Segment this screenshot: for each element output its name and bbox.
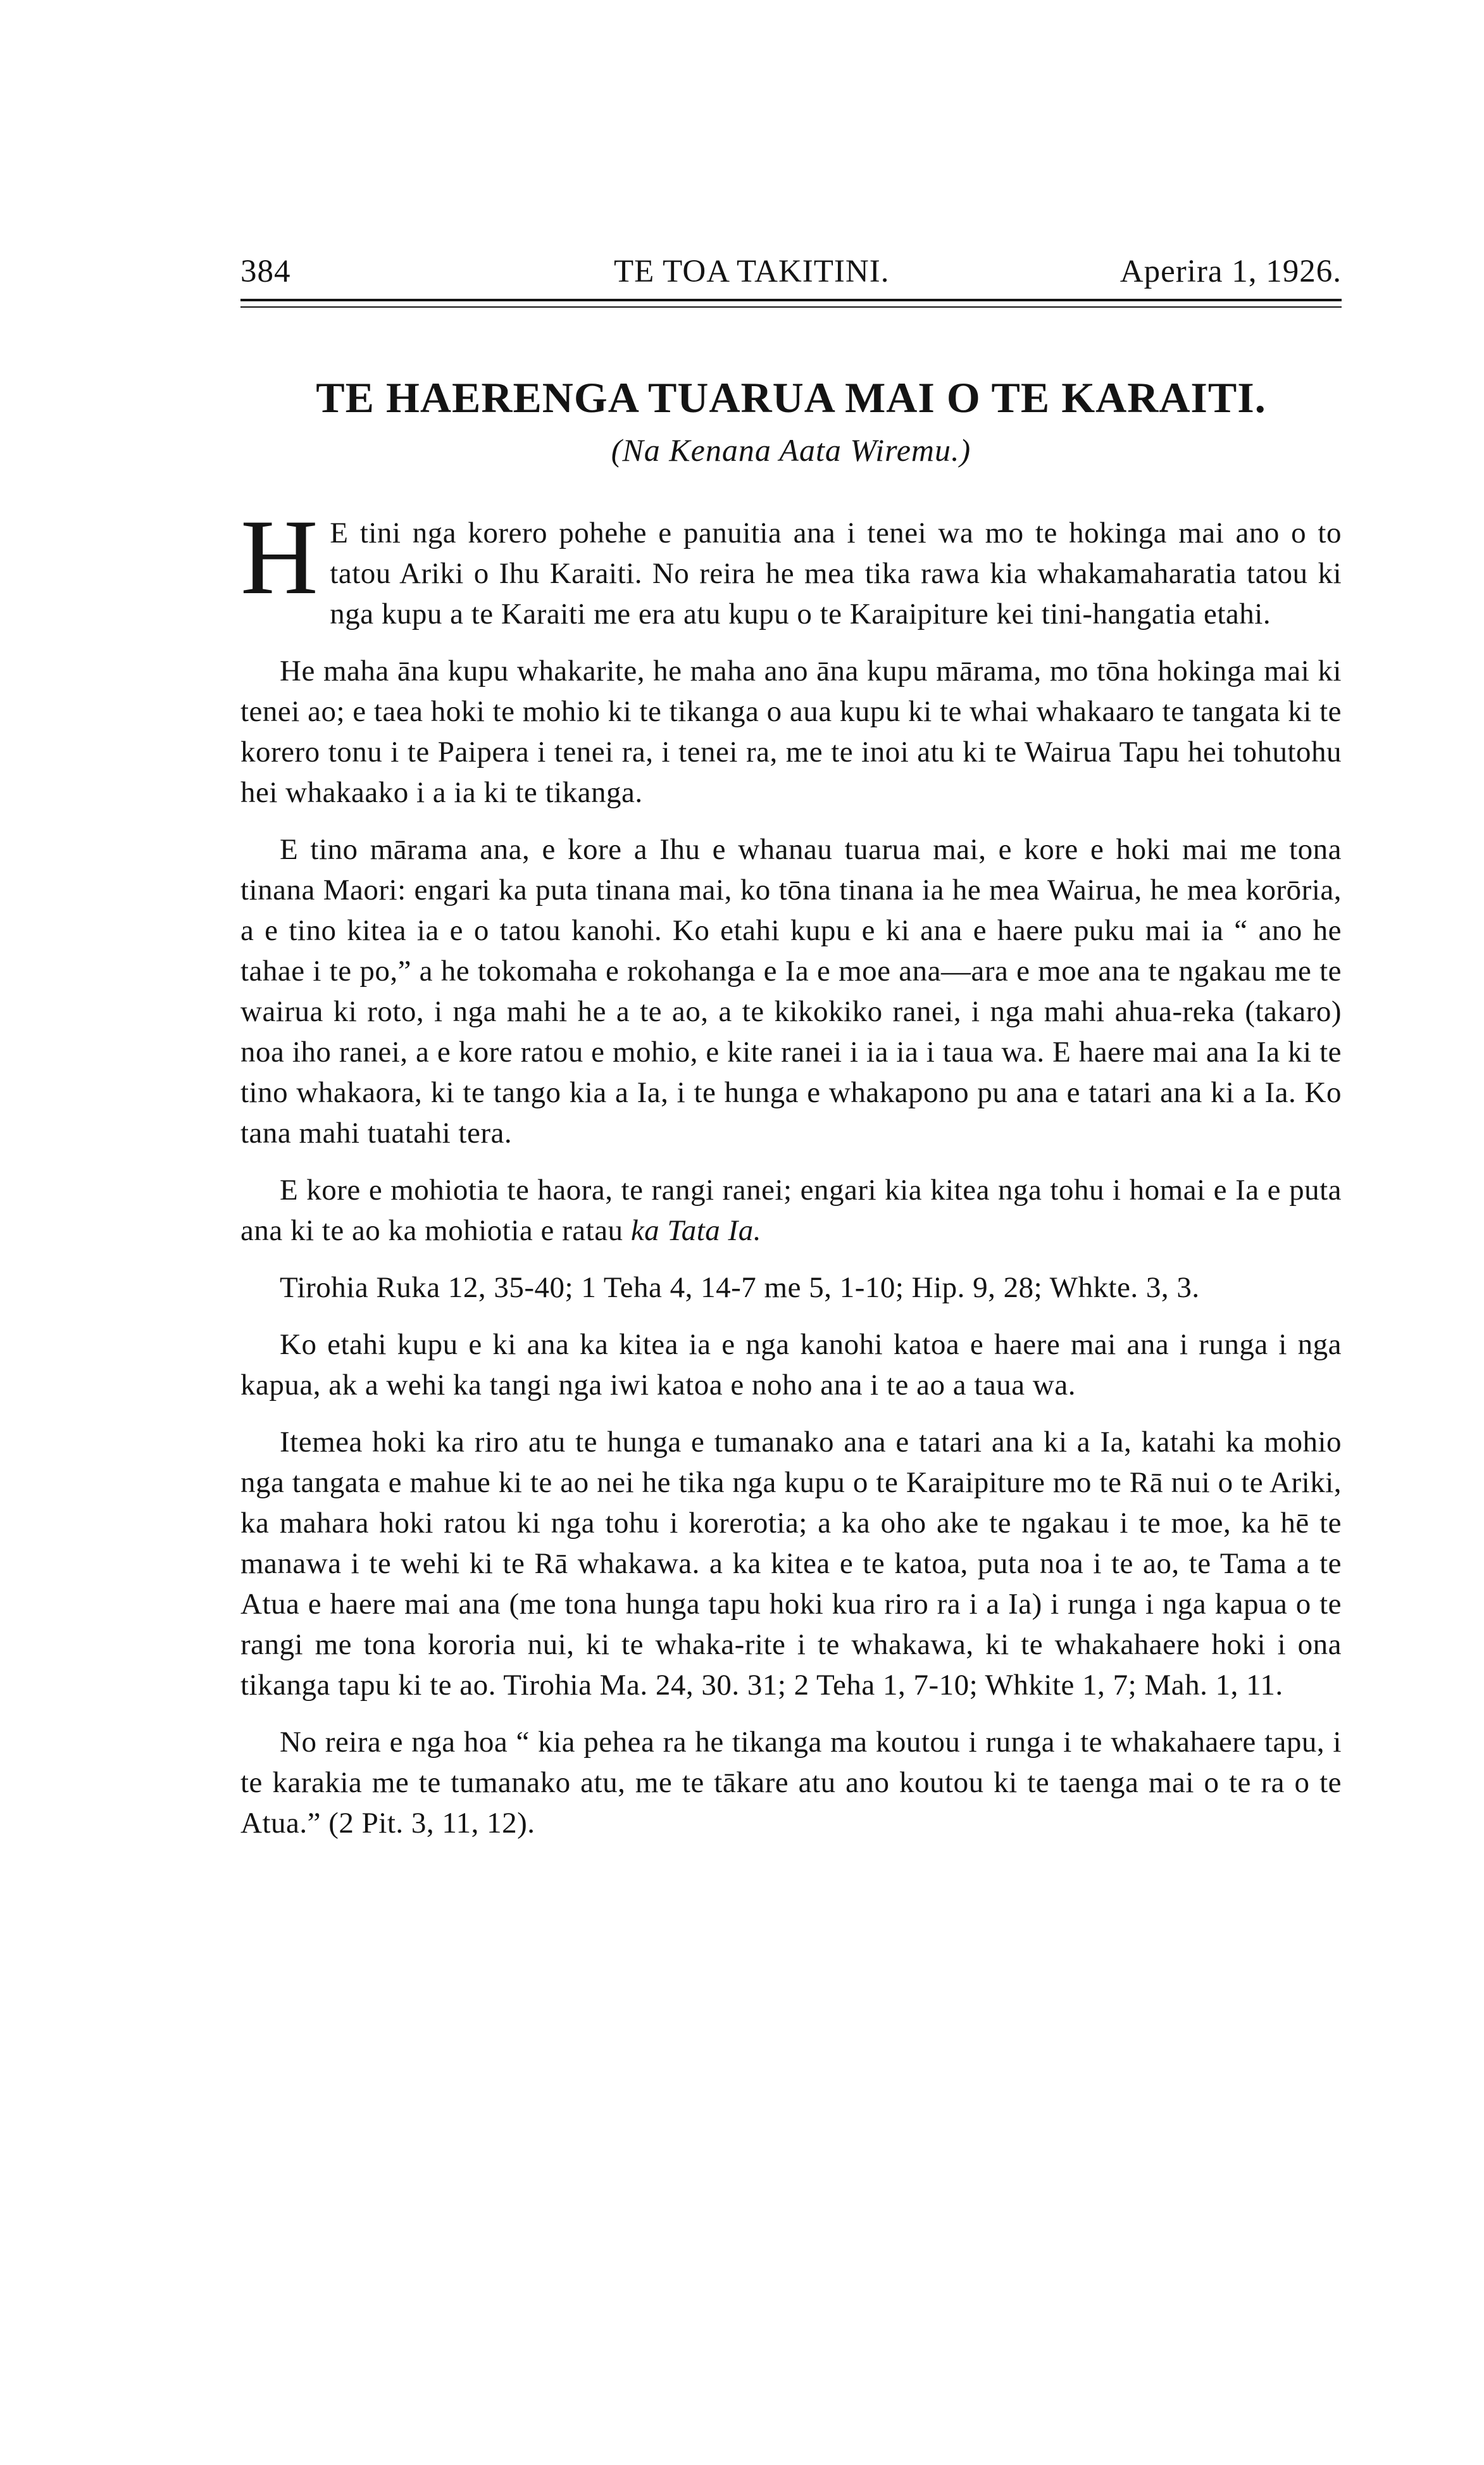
issue-date: Aperira 1, 1926. (1119, 254, 1342, 289)
header-rule (240, 299, 1342, 301)
paragraph-5: Tirohia Ruka 12, 35-40; 1 Teha 4, 14-7 me 5, 1-10; Hip. 9, 28; Whkte. 3, 3. (280, 1271, 1200, 1304)
page-number: 384 (240, 254, 291, 289)
paragraph-1 (240, 498, 1342, 634)
drop-cap: H (240, 498, 319, 617)
document-page (240, 247, 1342, 1860)
paragraph-7: Itemea hoki ka riro atu te hunga e tumanako ana e tatari ana ki a Ia, katahi ka mohio nga tangata e mahue ki te ao nei he tika nga kupu o te Karaipiture mo te Rā nui o te Ariki, ka mahara hoki ratou ki nga tohu i korerotia; a ka oho ake te ngakau i te moe, ka hē te manawa i te wehi ki te Rā whakawa. a ka kitea e te katoa, puta noa i te ao, te Tama a te Atua e haere mai ana (me tona hunga tapu hoki kua riro ra i a Ia) i runga i nga kapua o te rangi me tona kororia nui, ki te whaka-rite i te whakawa, ki te whakahaere hoki i ona tikanga tapu ki te ao. Tirohia Ma. 24, 30. 31; 2 Teha 1, 7-10; Whkite 1, 7; Mah. 1, 11. (240, 1426, 1342, 1702)
paragraph-4 (240, 1170, 1342, 1251)
running-header (240, 247, 1342, 296)
header-rule-thin (240, 306, 1342, 308)
article-title: TE HAERENGA TUARUA MAI O TE KARAITI. (316, 373, 1266, 422)
italic-phrase: ka Tata Ia. (630, 1214, 761, 1247)
paragraph-3: E tino mārama ana, e kore a Ihu e whanau tuarua mai, e kore e hoki mai me tona tinana Maori: engari ka puta tinana mai, ko tōna tinana ia he mea Wairua, he mea korōria, a e tino kitea ia e o tatou kanohi. Ko etahi kupu e ki ana e haere puku mai ia “ ano he tahae i te po,” a he tokomaha e rokohanga e Ia e moe ana—ara e moe ana te ngakau me te wairua ki roto, i nga mahi he a te ao, a te kikokiko ranei, i nga mahi ahua-reka (takaro) noa iho ranei, a e kore ratou e mohio, e kite ranei i ia ia i taua wa. E haere mai ana Ia ki te tino whakaora, ki te tango kia a Ia, i te hunga e whakapono pu ana e tatari ana ki a Ia. Ko tana mahi tuatahi tera. (240, 833, 1342, 1150)
paragraph-4-text: E kore e mohiotia te haora, te rangi ranei; engari kia kitea nga tohu i homai e Ia e puta ana ki te ao ka mohiotia e ratau (240, 1174, 1342, 1247)
paragraph-1-text: E tini nga korero pohehe e panuitia ana i tenei wa mo te hokinga mai ano o to tatou Ariki o Ihu Karaiti. No reira he mea tika rawa kia whakamaharatia tatou ki nga kupu a te Karaiti me era atu kupu o te Karaipiture kei tini-hangatia etahi. (330, 517, 1342, 630)
article-byline: (Na Kenana Aata Wiremu.) (611, 432, 971, 468)
paragraph-8: No reira e nga hoa “ kia pehea ra he tikanga ma koutou i runga i te whakahaere tapu, i te karakia me te tumanako atu, me te tākare atu ano koutou ki te taenga mai o te ra o te Atua.” (2 Pit. 3, 11, 12). (240, 1726, 1342, 1840)
paragraph-6: Ko etahi kupu e ki ana ka kitea ia e nga kanohi katoa e haere mai ana i runga i nga kapua, ak a wehi ka tangi nga iwi katoa e noho ana i te ao a taua wa. (240, 1328, 1342, 1402)
article-body (240, 498, 1342, 1843)
paragraph-2: He maha āna kupu whakarite, he maha ano āna kupu mārama, mo tōna hokinga mai ki tenei ao; e taea hoki te mohio ki te tikanga o aua kupu ki te whai whakaaro te tangata ki te korero tonu i te Paipera i tenei ra, i tenei ra, me te inoi atu ki te Wairua Tapu hei tohutohu hei whakaako i a ia ki te tikanga. (240, 655, 1342, 809)
journal-title: TE TOA TAKITINI. (614, 254, 890, 289)
